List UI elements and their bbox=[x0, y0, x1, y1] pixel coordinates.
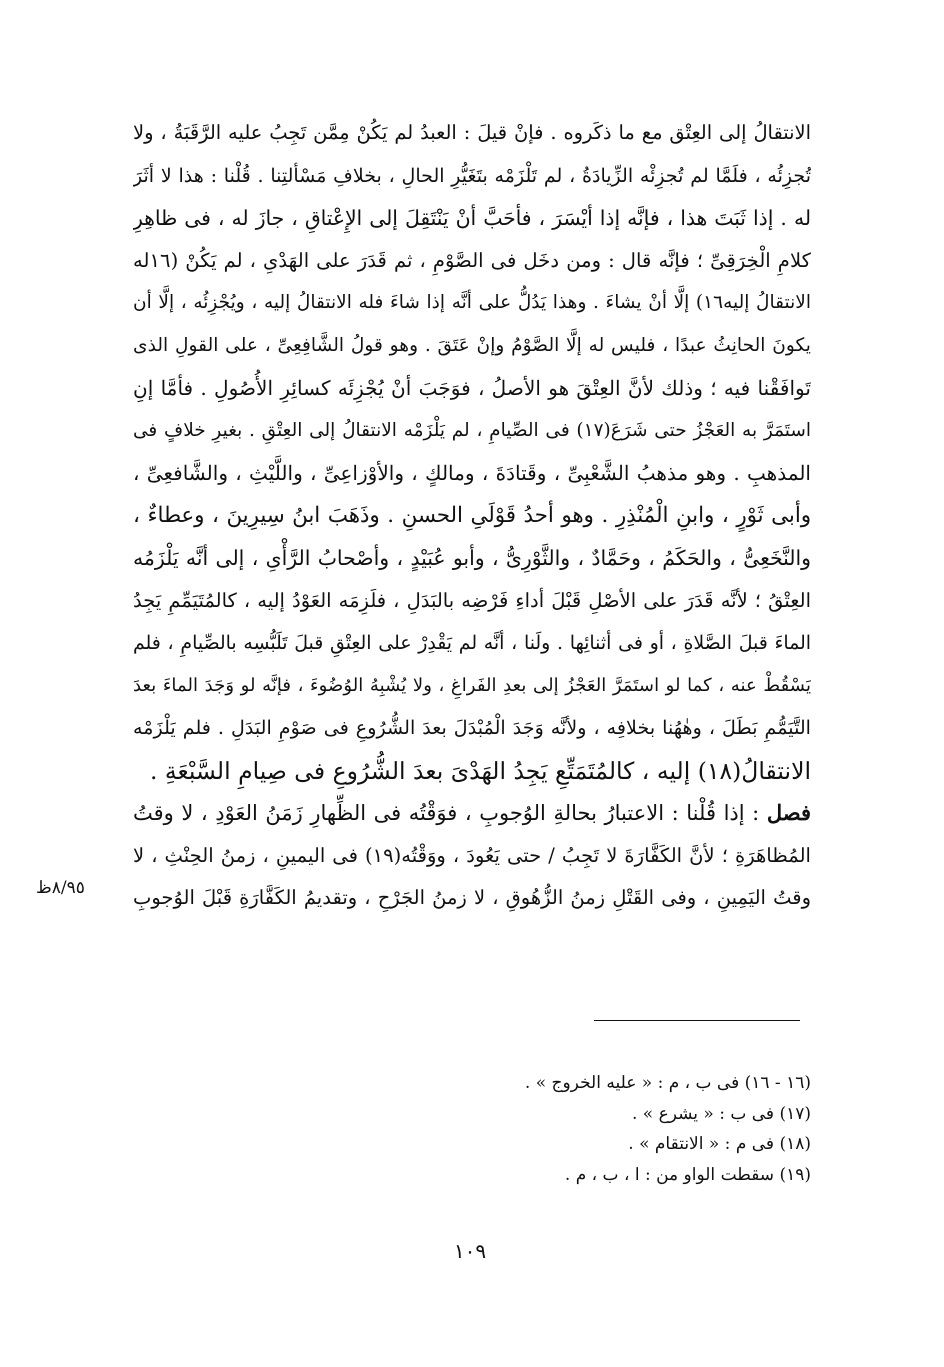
text-line: المُظاهَرَةِ ؛ لأنَّ الكَفَّارَةَ لا تَجِبُ / حتى يَعُودَ ، ووَقْتُه(١٩) فى اليمينِ ، زمنُ الحِنْثِ ، لا bbox=[133, 843, 811, 867]
footnote: (١٧) فى ب : « يشرع » . bbox=[631, 1103, 811, 1124]
text-line: الانتقالُ إليه١٦) إلَّا أنْ يشاءَ . وهذا يَدُلُّ على أنَّه إذا شاءَ فله الانتقالُ إليه ، ويُجْزِئُه ، إلَّا أن bbox=[133, 292, 811, 313]
text-line: تَوافَقْنا فيه ؛ وذلك لأنَّ العِتْقَ هو الأصلُ ، فوَجَبَ أنْ يُجْزِئَه كسائِرِ الأُصُولِ . فأمَّا إنِ bbox=[133, 376, 811, 400]
footnote: (١٦ - ١٦) فى ب ، م : « عليه الخروج » . bbox=[524, 1073, 811, 1093]
manuscript-folio-note: ٨/٩٥ظ bbox=[36, 878, 85, 898]
footnote-divider bbox=[594, 1020, 800, 1021]
text-line: له . إذا ثَبَتَ هذا ، فإنَّه إذا أيْسَرَ ، فأحَبَّ أنْ يَنْتَقِلَ إلى الإِعْتاقِ ، جازَ له ، فى ظاهِرِ bbox=[133, 206, 811, 230]
page-number: ١٠٩ bbox=[453, 1239, 487, 1263]
text-line: كلامِ الْخِرَقِىِّ ؛ فإنَّه قال : ومن دخَل فى الصَّوْمِ ، ثم قَدَرَ على الهَدْىِ ، لم يَكُنْ (١٦له bbox=[133, 248, 811, 272]
text-line: تُجزِئُه ، فلَمَّا لم تُجزِئْه الزِّيادَةُ ، لم تَلْزَمْه بتَغَيُّرِ الحالِ ، بخلافِ مَسْألتِنا . قُلْنا : هذا لا أثَرَ bbox=[133, 164, 811, 187]
fasl-heading: فصل bbox=[766, 800, 811, 825]
text-line: المذهبِ . وهو مذهبُ الشَّعْبِىِّ ، وقَتادَةَ ، ومالكٍ ، والأوْزاعِىِّ ، واللَّيْثِ ، والشَّافعِىِّ ، bbox=[133, 461, 811, 485]
text-line: الانتقالُ إلى العِتْق مع ما ذكَروه . فإنْ قيلَ : العبدُ لم يَكُنْ مِمَّن تَجِبُ عليه الرَّقَبَةُ ، ولا bbox=[133, 121, 811, 144]
text-line: التَّيَمُّمِ بَطَلَ ، وهٰهُنا بخلافِه ، ولأنَّه وَجَدَ الْمُبْدَلَ بعدَ الشُّرُوعِ فى صَوْمِ البَدَلِ . فلم يَلْزَمْه bbox=[133, 716, 811, 739]
text-line: وقتُ اليَمِينِ ، وفى القَتْلِ زمنُ الزُّهُوقِ ، لا زمنُ الجَرْحِ ، وتقديمُ الكَفَّارَةِ قَبْلَ الوُجوبِ bbox=[133, 886, 811, 909]
text-line: يكونَ الحانِثُ عبدًا ، فليس له إلَّا الصَّوْمُ وإنْ عَتَقَ . وهو قولُ الشَّافِعِىِّ ، على القولِ الذى bbox=[133, 334, 811, 356]
text-line: الانتقالُ(١٨) إليه ، كالمُتَمَتِّعِ يَجِدُ الهَدْىَ بعدَ الشُّرُوعِ فى صِيامِ السَّبْعَةِ . bbox=[149, 756, 811, 785]
text-line: استَمَرَّ به العَجْزُ حتى شَرَعَ(١٧) فى الصِّيامِ ، لم يَلْزَمْه الانتقالُ إلى العِتْقِ . بغيرِ خلافٍ فى bbox=[133, 419, 811, 441]
fasl-line bbox=[133, 792, 811, 835]
text-line: العِتْقُ ؛ لأنَّه قَدَرَ على الأصْلِ قَبْلَ أداءِ فَرْضِه بالبَدَلِ ، فلَزِمَه العَوْدُ إليه ، كالمُتَيَمِّمِ يَجِدُ bbox=[133, 588, 811, 612]
main-text bbox=[133, 112, 811, 920]
text-line: الماءَ قبلَ الصَّلاةِ ، أو فى أثنائِها . ولَنا ، أنَّه لم يَقْدِرْ على العِتْقِ قبلَ تَلَبُّسِه بالصِّيامِ ، فلم bbox=[133, 632, 811, 654]
footnotes bbox=[391, 1068, 811, 1190]
fasl-text: : إذا قُلْنا : الاعتبارُ بحالةِ الوُجوبِ ، فوَقْتُه فى الظِّهارِ زَمَنُ العَوْدِ ، لا وقتُ bbox=[133, 800, 767, 825]
footnote: (١٨) فى م : « الانتقام » . bbox=[628, 1134, 811, 1154]
text-line: يَسْقُطْ عنه ، كما لو استَمَرَّ العَجْزُ إلى بعدِ الفَراغِ ، ولا يُشْبِهُ الوُضُوءَ ، فإنَّه لو وَجَدَ الماءَ بعدَ bbox=[133, 674, 811, 696]
footnote: (١٩) سقطت الواو من : ا ، ب ، م . bbox=[564, 1164, 811, 1185]
text-line: والنَّخَعِىُّ ، والحَكَمُ ، وحَمَّادٌ ، والثَّوْرِىُّ ، وأبو عُبَيْدٍ ، وأصْحابُ الرَّأْىِ ، إلى أنَّه يَلْزَمُه bbox=[133, 546, 811, 570]
text-line: وأبى ثَوْرٍ ، وابنِ الْمُنْذِرِ . وهو أحدُ قَوْلَىِ الحسنِ . وذَهَبَ ابنُ سِيرِينَ ، وعطاءٌ ، bbox=[133, 502, 811, 528]
